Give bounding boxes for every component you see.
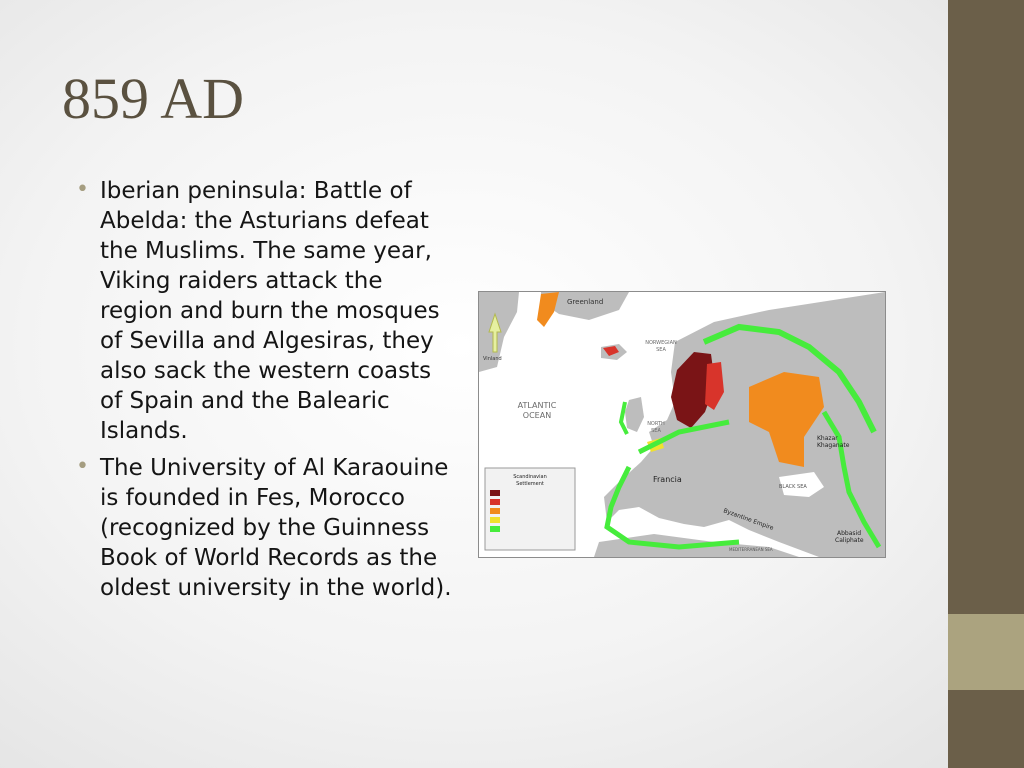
british-isles-land — [625, 397, 644, 432]
label-norwegian-sea-2: SEA — [656, 347, 666, 353]
label-black-sea: BLACK SEA — [779, 484, 807, 490]
label-abbasid: Abbasid — [837, 530, 861, 537]
legend-swatch-earliest — [490, 490, 500, 496]
label-khazar: Khazar — [817, 435, 838, 442]
legend-swatch-raids — [490, 526, 500, 532]
sidebar-accent-block — [948, 614, 1024, 690]
bullet-dot-icon: • — [76, 177, 89, 202]
label-greenland: Greenland — [567, 298, 604, 306]
bullet-list — [76, 176, 456, 610]
slide-title: 859 AD — [62, 66, 245, 131]
bullet-text: The University of Al Karaouine is founded in Fes, Morocco (recognized by the Guinness Book of World Records as the oldest university in the world). — [100, 455, 452, 601]
bullet-item — [76, 453, 456, 603]
bullet-item — [76, 176, 456, 446]
label-mediterranean: MEDITERRANEAN SEA — [729, 547, 773, 552]
label-francia: Francia — [653, 475, 682, 484]
bullet-dot-icon: • — [76, 454, 89, 479]
map-graphic — [479, 292, 885, 557]
label-norwegian-sea: NORWEGIAN — [645, 340, 677, 346]
legend-swatch-tenth — [490, 517, 500, 523]
label-north-sea: NORTH — [647, 421, 665, 427]
viking-expansion-map — [478, 291, 886, 558]
label-vinland: Vinland — [483, 356, 502, 362]
label-north-sea-2: SEA — [651, 428, 661, 434]
label-caliphate: Caliphate — [835, 537, 864, 544]
legend-swatch-ninth — [490, 508, 500, 514]
legend-title-line1: Scandinavian — [513, 474, 547, 480]
label-byzantine: Byzantine Empire — [722, 507, 775, 532]
legend-swatch-eighth — [490, 499, 500, 505]
label-ocean: OCEAN — [522, 411, 552, 420]
label-atlantic: ATLANTIC — [517, 401, 557, 410]
bullet-text: Iberian peninsula: Battle of Abelda: the Asturians defeat the Muslims. The same year, Viking raiders attack the region and burn the mosques of Sevilla and Algesiras, they also sack the western coasts of Spain and the Balearic Islands. — [100, 178, 440, 444]
legend-title-line2: Settlement — [516, 481, 544, 487]
label-khaganate: Khaganate — [817, 442, 850, 449]
